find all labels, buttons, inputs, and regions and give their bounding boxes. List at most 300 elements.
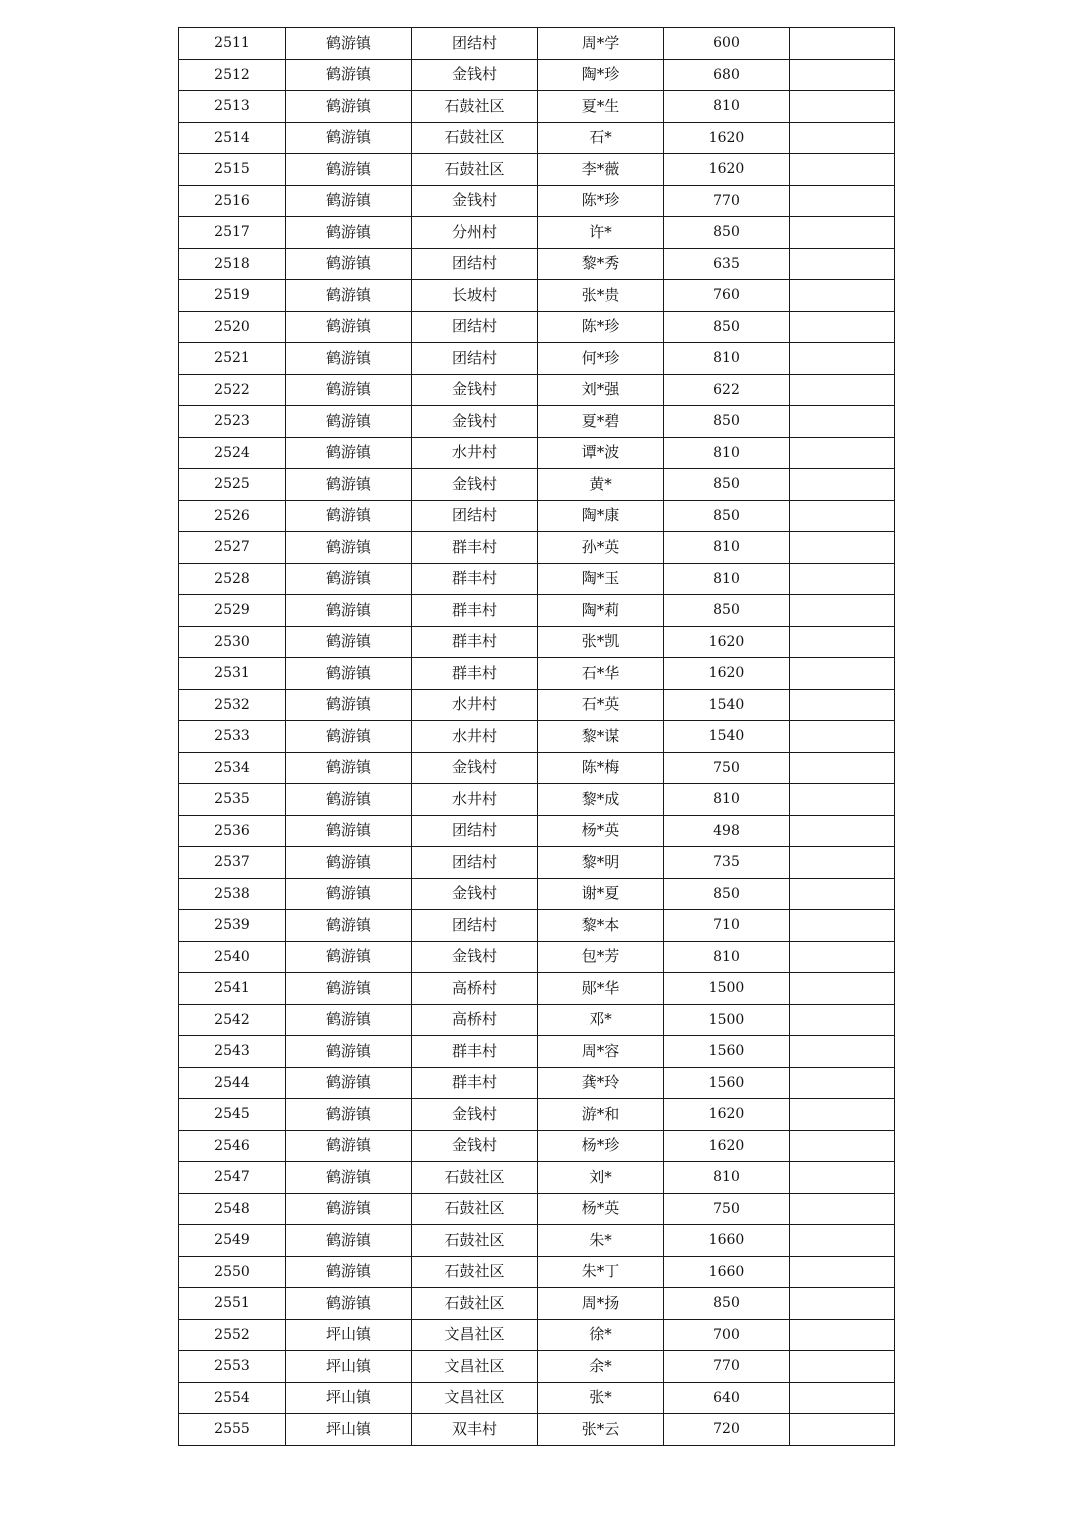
name-cell: 周*扬 (538, 1288, 664, 1320)
remark-cell (790, 1351, 895, 1383)
row-number-cell: 2517 (179, 217, 286, 249)
name-cell: 朱*丁 (538, 1256, 664, 1288)
village-cell: 群丰村 (412, 532, 538, 564)
row-number-cell: 2541 (179, 973, 286, 1005)
table-row (179, 1099, 895, 1131)
table-row (179, 217, 895, 249)
amount-cell: 770 (664, 185, 790, 217)
row-number-cell: 2539 (179, 910, 286, 942)
amount-cell: 810 (664, 784, 790, 816)
name-cell: 黄* (538, 469, 664, 501)
table-row (179, 815, 895, 847)
table-row (179, 941, 895, 973)
name-cell: 陈*梅 (538, 752, 664, 784)
row-number-cell: 2515 (179, 154, 286, 186)
village-cell: 群丰村 (412, 595, 538, 627)
name-cell: 黎*本 (538, 910, 664, 942)
table-row (179, 689, 895, 721)
amount-cell: 850 (664, 500, 790, 532)
remark-cell (790, 626, 895, 658)
amount-cell: 1540 (664, 721, 790, 753)
remark-cell (790, 532, 895, 564)
row-number-cell: 2513 (179, 91, 286, 123)
row-number-cell: 2537 (179, 847, 286, 879)
table-row (179, 248, 895, 280)
town-cell: 鹤游镇 (286, 752, 412, 784)
amount-cell: 810 (664, 532, 790, 564)
table-row (179, 1130, 895, 1162)
amount-cell: 1620 (664, 1099, 790, 1131)
remark-cell (790, 217, 895, 249)
village-cell: 高桥村 (412, 1004, 538, 1036)
town-cell: 鹤游镇 (286, 784, 412, 816)
village-cell: 金钱村 (412, 374, 538, 406)
row-number-cell: 2545 (179, 1099, 286, 1131)
table-body (179, 28, 895, 1446)
village-cell: 团结村 (412, 343, 538, 375)
remark-cell (790, 1382, 895, 1414)
town-cell: 鹤游镇 (286, 154, 412, 186)
name-cell: 游*和 (538, 1099, 664, 1131)
village-cell: 群丰村 (412, 1036, 538, 1068)
remark-cell (790, 689, 895, 721)
village-cell: 文昌社区 (412, 1319, 538, 1351)
town-cell: 坪山镇 (286, 1319, 412, 1351)
row-number-cell: 2534 (179, 752, 286, 784)
row-number-cell: 2538 (179, 878, 286, 910)
amount-cell: 810 (664, 91, 790, 123)
name-cell: 许* (538, 217, 664, 249)
village-cell: 分州村 (412, 217, 538, 249)
remark-cell (790, 1162, 895, 1194)
town-cell: 鹤游镇 (286, 1036, 412, 1068)
amount-cell: 810 (664, 941, 790, 973)
remark-cell (790, 784, 895, 816)
village-cell: 团结村 (412, 248, 538, 280)
remark-cell (790, 910, 895, 942)
amount-cell: 850 (664, 878, 790, 910)
town-cell: 鹤游镇 (286, 91, 412, 123)
amount-cell: 635 (664, 248, 790, 280)
amount-cell: 850 (664, 311, 790, 343)
amount-cell: 760 (664, 280, 790, 312)
row-number-cell: 2528 (179, 563, 286, 595)
remark-cell (790, 1004, 895, 1036)
row-number-cell: 2551 (179, 1288, 286, 1320)
data-table (178, 27, 895, 1446)
village-cell: 石鼓社区 (412, 154, 538, 186)
name-cell: 张*云 (538, 1414, 664, 1446)
amount-cell: 1620 (664, 626, 790, 658)
amount-cell: 1620 (664, 658, 790, 690)
row-number-cell: 2530 (179, 626, 286, 658)
name-cell: 孙*英 (538, 532, 664, 564)
remark-cell (790, 595, 895, 627)
village-cell: 群丰村 (412, 658, 538, 690)
remark-cell (790, 406, 895, 438)
village-cell: 群丰村 (412, 563, 538, 595)
remark-cell (790, 1414, 895, 1446)
remark-cell (790, 59, 895, 91)
table-row (179, 374, 895, 406)
village-cell: 团结村 (412, 815, 538, 847)
table-row (179, 1067, 895, 1099)
name-cell: 余* (538, 1351, 664, 1383)
row-number-cell: 2554 (179, 1382, 286, 1414)
amount-cell: 770 (664, 1351, 790, 1383)
row-number-cell: 2532 (179, 689, 286, 721)
amount-cell: 1500 (664, 973, 790, 1005)
name-cell: 夏*生 (538, 91, 664, 123)
table-row (179, 91, 895, 123)
row-number-cell: 2543 (179, 1036, 286, 1068)
row-number-cell: 2546 (179, 1130, 286, 1162)
name-cell: 谢*夏 (538, 878, 664, 910)
amount-cell: 720 (664, 1414, 790, 1446)
village-cell: 金钱村 (412, 1099, 538, 1131)
table-row (179, 595, 895, 627)
remark-cell (790, 1067, 895, 1099)
town-cell: 坪山镇 (286, 1382, 412, 1414)
village-cell: 石鼓社区 (412, 1256, 538, 1288)
town-cell: 鹤游镇 (286, 280, 412, 312)
remark-cell (790, 1256, 895, 1288)
village-cell: 石鼓社区 (412, 122, 538, 154)
name-cell: 石*英 (538, 689, 664, 721)
table-row (179, 343, 895, 375)
table-row (179, 658, 895, 690)
town-cell: 鹤游镇 (286, 910, 412, 942)
row-number-cell: 2525 (179, 469, 286, 501)
name-cell: 黎*秀 (538, 248, 664, 280)
table-row (179, 1351, 895, 1383)
remark-cell (790, 91, 895, 123)
town-cell: 鹤游镇 (286, 1193, 412, 1225)
remark-cell (790, 1099, 895, 1131)
row-number-cell: 2511 (179, 28, 286, 60)
remark-cell (790, 154, 895, 186)
row-number-cell: 2540 (179, 941, 286, 973)
row-number-cell: 2520 (179, 311, 286, 343)
village-cell: 金钱村 (412, 185, 538, 217)
name-cell: 周*学 (538, 28, 664, 60)
table-row (179, 28, 895, 60)
village-cell: 水井村 (412, 437, 538, 469)
name-cell: 陶*珍 (538, 59, 664, 91)
village-cell: 文昌社区 (412, 1382, 538, 1414)
name-cell: 刘*强 (538, 374, 664, 406)
amount-cell: 710 (664, 910, 790, 942)
amount-cell: 1540 (664, 689, 790, 721)
amount-cell: 1560 (664, 1036, 790, 1068)
table-row (179, 469, 895, 501)
name-cell: 包*芳 (538, 941, 664, 973)
town-cell: 鹤游镇 (286, 217, 412, 249)
amount-cell: 640 (664, 1382, 790, 1414)
village-cell: 石鼓社区 (412, 1225, 538, 1257)
table-row (179, 1382, 895, 1414)
remark-cell (790, 437, 895, 469)
remark-cell (790, 500, 895, 532)
row-number-cell: 2542 (179, 1004, 286, 1036)
name-cell: 李*薇 (538, 154, 664, 186)
remark-cell (790, 1225, 895, 1257)
remark-cell (790, 1193, 895, 1225)
name-cell: 陶*玉 (538, 563, 664, 595)
table-row (179, 532, 895, 564)
village-cell: 群丰村 (412, 626, 538, 658)
remark-cell (790, 1319, 895, 1351)
row-number-cell: 2516 (179, 185, 286, 217)
amount-cell: 850 (664, 595, 790, 627)
row-number-cell: 2552 (179, 1319, 286, 1351)
town-cell: 鹤游镇 (286, 374, 412, 406)
town-cell: 鹤游镇 (286, 28, 412, 60)
amount-cell: 498 (664, 815, 790, 847)
remark-cell (790, 878, 895, 910)
table-row (179, 973, 895, 1005)
amount-cell: 622 (664, 374, 790, 406)
table-row (179, 752, 895, 784)
name-cell: 黎*明 (538, 847, 664, 879)
name-cell: 张* (538, 1382, 664, 1414)
remark-cell (790, 941, 895, 973)
row-number-cell: 2548 (179, 1193, 286, 1225)
table-row (179, 626, 895, 658)
town-cell: 鹤游镇 (286, 595, 412, 627)
table-row (179, 563, 895, 595)
table-row (179, 1256, 895, 1288)
amount-cell: 1500 (664, 1004, 790, 1036)
town-cell: 鹤游镇 (286, 343, 412, 375)
table-row (179, 154, 895, 186)
row-number-cell: 2536 (179, 815, 286, 847)
village-cell: 团结村 (412, 847, 538, 879)
name-cell: 周*容 (538, 1036, 664, 1068)
remark-cell (790, 973, 895, 1005)
town-cell: 鹤游镇 (286, 1162, 412, 1194)
remark-cell (790, 185, 895, 217)
village-cell: 水井村 (412, 784, 538, 816)
town-cell: 鹤游镇 (286, 469, 412, 501)
town-cell: 鹤游镇 (286, 815, 412, 847)
village-cell: 群丰村 (412, 1067, 538, 1099)
table-row (179, 280, 895, 312)
amount-cell: 600 (664, 28, 790, 60)
table-row (179, 1162, 895, 1194)
table-row (179, 1414, 895, 1446)
amount-cell: 700 (664, 1319, 790, 1351)
table-row (179, 185, 895, 217)
town-cell: 鹤游镇 (286, 1099, 412, 1131)
town-cell: 鹤游镇 (286, 1004, 412, 1036)
name-cell: 朱* (538, 1225, 664, 1257)
name-cell: 陈*珍 (538, 311, 664, 343)
row-number-cell: 2550 (179, 1256, 286, 1288)
town-cell: 坪山镇 (286, 1351, 412, 1383)
table-row (179, 847, 895, 879)
table-row (179, 1225, 895, 1257)
town-cell: 鹤游镇 (286, 1288, 412, 1320)
remark-cell (790, 469, 895, 501)
remark-cell (790, 311, 895, 343)
table-row (179, 1288, 895, 1320)
row-number-cell: 2518 (179, 248, 286, 280)
village-cell: 金钱村 (412, 59, 538, 91)
table-row (179, 1036, 895, 1068)
town-cell: 鹤游镇 (286, 563, 412, 595)
name-cell: 石*华 (538, 658, 664, 690)
remark-cell (790, 280, 895, 312)
village-cell: 水井村 (412, 721, 538, 753)
row-number-cell: 2524 (179, 437, 286, 469)
town-cell: 鹤游镇 (286, 437, 412, 469)
row-number-cell: 2535 (179, 784, 286, 816)
row-number-cell: 2529 (179, 595, 286, 627)
row-number-cell: 2522 (179, 374, 286, 406)
amount-cell: 1660 (664, 1225, 790, 1257)
village-cell: 高桥村 (412, 973, 538, 1005)
name-cell: 谭*波 (538, 437, 664, 469)
amount-cell: 1620 (664, 122, 790, 154)
amount-cell: 750 (664, 1193, 790, 1225)
amount-cell: 1620 (664, 154, 790, 186)
name-cell: 龚*玲 (538, 1067, 664, 1099)
amount-cell: 810 (664, 343, 790, 375)
name-cell: 杨*英 (538, 1193, 664, 1225)
amount-cell: 810 (664, 563, 790, 595)
town-cell: 鹤游镇 (286, 626, 412, 658)
town-cell: 鹤游镇 (286, 122, 412, 154)
remark-cell (790, 658, 895, 690)
name-cell: 黎*谋 (538, 721, 664, 753)
village-cell: 金钱村 (412, 878, 538, 910)
name-cell: 刘* (538, 1162, 664, 1194)
table-row (179, 437, 895, 469)
name-cell: 石* (538, 122, 664, 154)
name-cell: 徐* (538, 1319, 664, 1351)
town-cell: 鹤游镇 (286, 311, 412, 343)
town-cell: 坪山镇 (286, 1414, 412, 1446)
row-number-cell: 2514 (179, 122, 286, 154)
remark-cell (790, 343, 895, 375)
town-cell: 鹤游镇 (286, 1130, 412, 1162)
row-number-cell: 2519 (179, 280, 286, 312)
name-cell: 张*贵 (538, 280, 664, 312)
remark-cell (790, 248, 895, 280)
name-cell: 郧*华 (538, 973, 664, 1005)
amount-cell: 680 (664, 59, 790, 91)
amount-cell: 1620 (664, 1130, 790, 1162)
table-row (179, 784, 895, 816)
town-cell: 鹤游镇 (286, 59, 412, 91)
town-cell: 鹤游镇 (286, 941, 412, 973)
village-cell: 水井村 (412, 689, 538, 721)
name-cell: 陶*莉 (538, 595, 664, 627)
town-cell: 鹤游镇 (286, 721, 412, 753)
remark-cell (790, 1036, 895, 1068)
village-cell: 团结村 (412, 910, 538, 942)
village-cell: 金钱村 (412, 1130, 538, 1162)
table-row (179, 311, 895, 343)
amount-cell: 735 (664, 847, 790, 879)
table-row (179, 1193, 895, 1225)
amount-cell: 850 (664, 217, 790, 249)
name-cell: 邓* (538, 1004, 664, 1036)
village-cell: 长坡村 (412, 280, 538, 312)
town-cell: 鹤游镇 (286, 878, 412, 910)
town-cell: 鹤游镇 (286, 532, 412, 564)
table-row (179, 122, 895, 154)
remark-cell (790, 122, 895, 154)
row-number-cell: 2523 (179, 406, 286, 438)
table-row (179, 500, 895, 532)
town-cell: 鹤游镇 (286, 1256, 412, 1288)
town-cell: 鹤游镇 (286, 406, 412, 438)
amount-cell: 1660 (664, 1256, 790, 1288)
row-number-cell: 2533 (179, 721, 286, 753)
amount-cell: 1560 (664, 1067, 790, 1099)
name-cell: 陈*珍 (538, 185, 664, 217)
village-cell: 团结村 (412, 28, 538, 60)
name-cell: 杨*英 (538, 815, 664, 847)
village-cell: 石鼓社区 (412, 1162, 538, 1194)
amount-cell: 810 (664, 1162, 790, 1194)
town-cell: 鹤游镇 (286, 248, 412, 280)
amount-cell: 750 (664, 752, 790, 784)
village-cell: 石鼓社区 (412, 1288, 538, 1320)
amount-cell: 850 (664, 1288, 790, 1320)
village-cell: 石鼓社区 (412, 1193, 538, 1225)
amount-cell: 850 (664, 469, 790, 501)
row-number-cell: 2531 (179, 658, 286, 690)
table-row (179, 910, 895, 942)
name-cell: 张*凯 (538, 626, 664, 658)
town-cell: 鹤游镇 (286, 847, 412, 879)
row-number-cell: 2521 (179, 343, 286, 375)
row-number-cell: 2549 (179, 1225, 286, 1257)
name-cell: 陶*康 (538, 500, 664, 532)
row-number-cell: 2526 (179, 500, 286, 532)
town-cell: 鹤游镇 (286, 500, 412, 532)
table-row (179, 878, 895, 910)
village-cell: 金钱村 (412, 469, 538, 501)
village-cell: 石鼓社区 (412, 91, 538, 123)
village-cell: 金钱村 (412, 406, 538, 438)
amount-cell: 810 (664, 437, 790, 469)
name-cell: 夏*碧 (538, 406, 664, 438)
row-number-cell: 2544 (179, 1067, 286, 1099)
town-cell: 鹤游镇 (286, 689, 412, 721)
table-row (179, 406, 895, 438)
table-row (179, 721, 895, 753)
village-cell: 文昌社区 (412, 1351, 538, 1383)
row-number-cell: 2555 (179, 1414, 286, 1446)
name-cell: 杨*珍 (538, 1130, 664, 1162)
remark-cell (790, 1130, 895, 1162)
town-cell: 鹤游镇 (286, 185, 412, 217)
row-number-cell: 2527 (179, 532, 286, 564)
name-cell: 何*珍 (538, 343, 664, 375)
table-row (179, 1004, 895, 1036)
remark-cell (790, 374, 895, 406)
table-row (179, 1319, 895, 1351)
table-row (179, 59, 895, 91)
row-number-cell: 2553 (179, 1351, 286, 1383)
amount-cell: 850 (664, 406, 790, 438)
remark-cell (790, 721, 895, 753)
village-cell: 金钱村 (412, 752, 538, 784)
